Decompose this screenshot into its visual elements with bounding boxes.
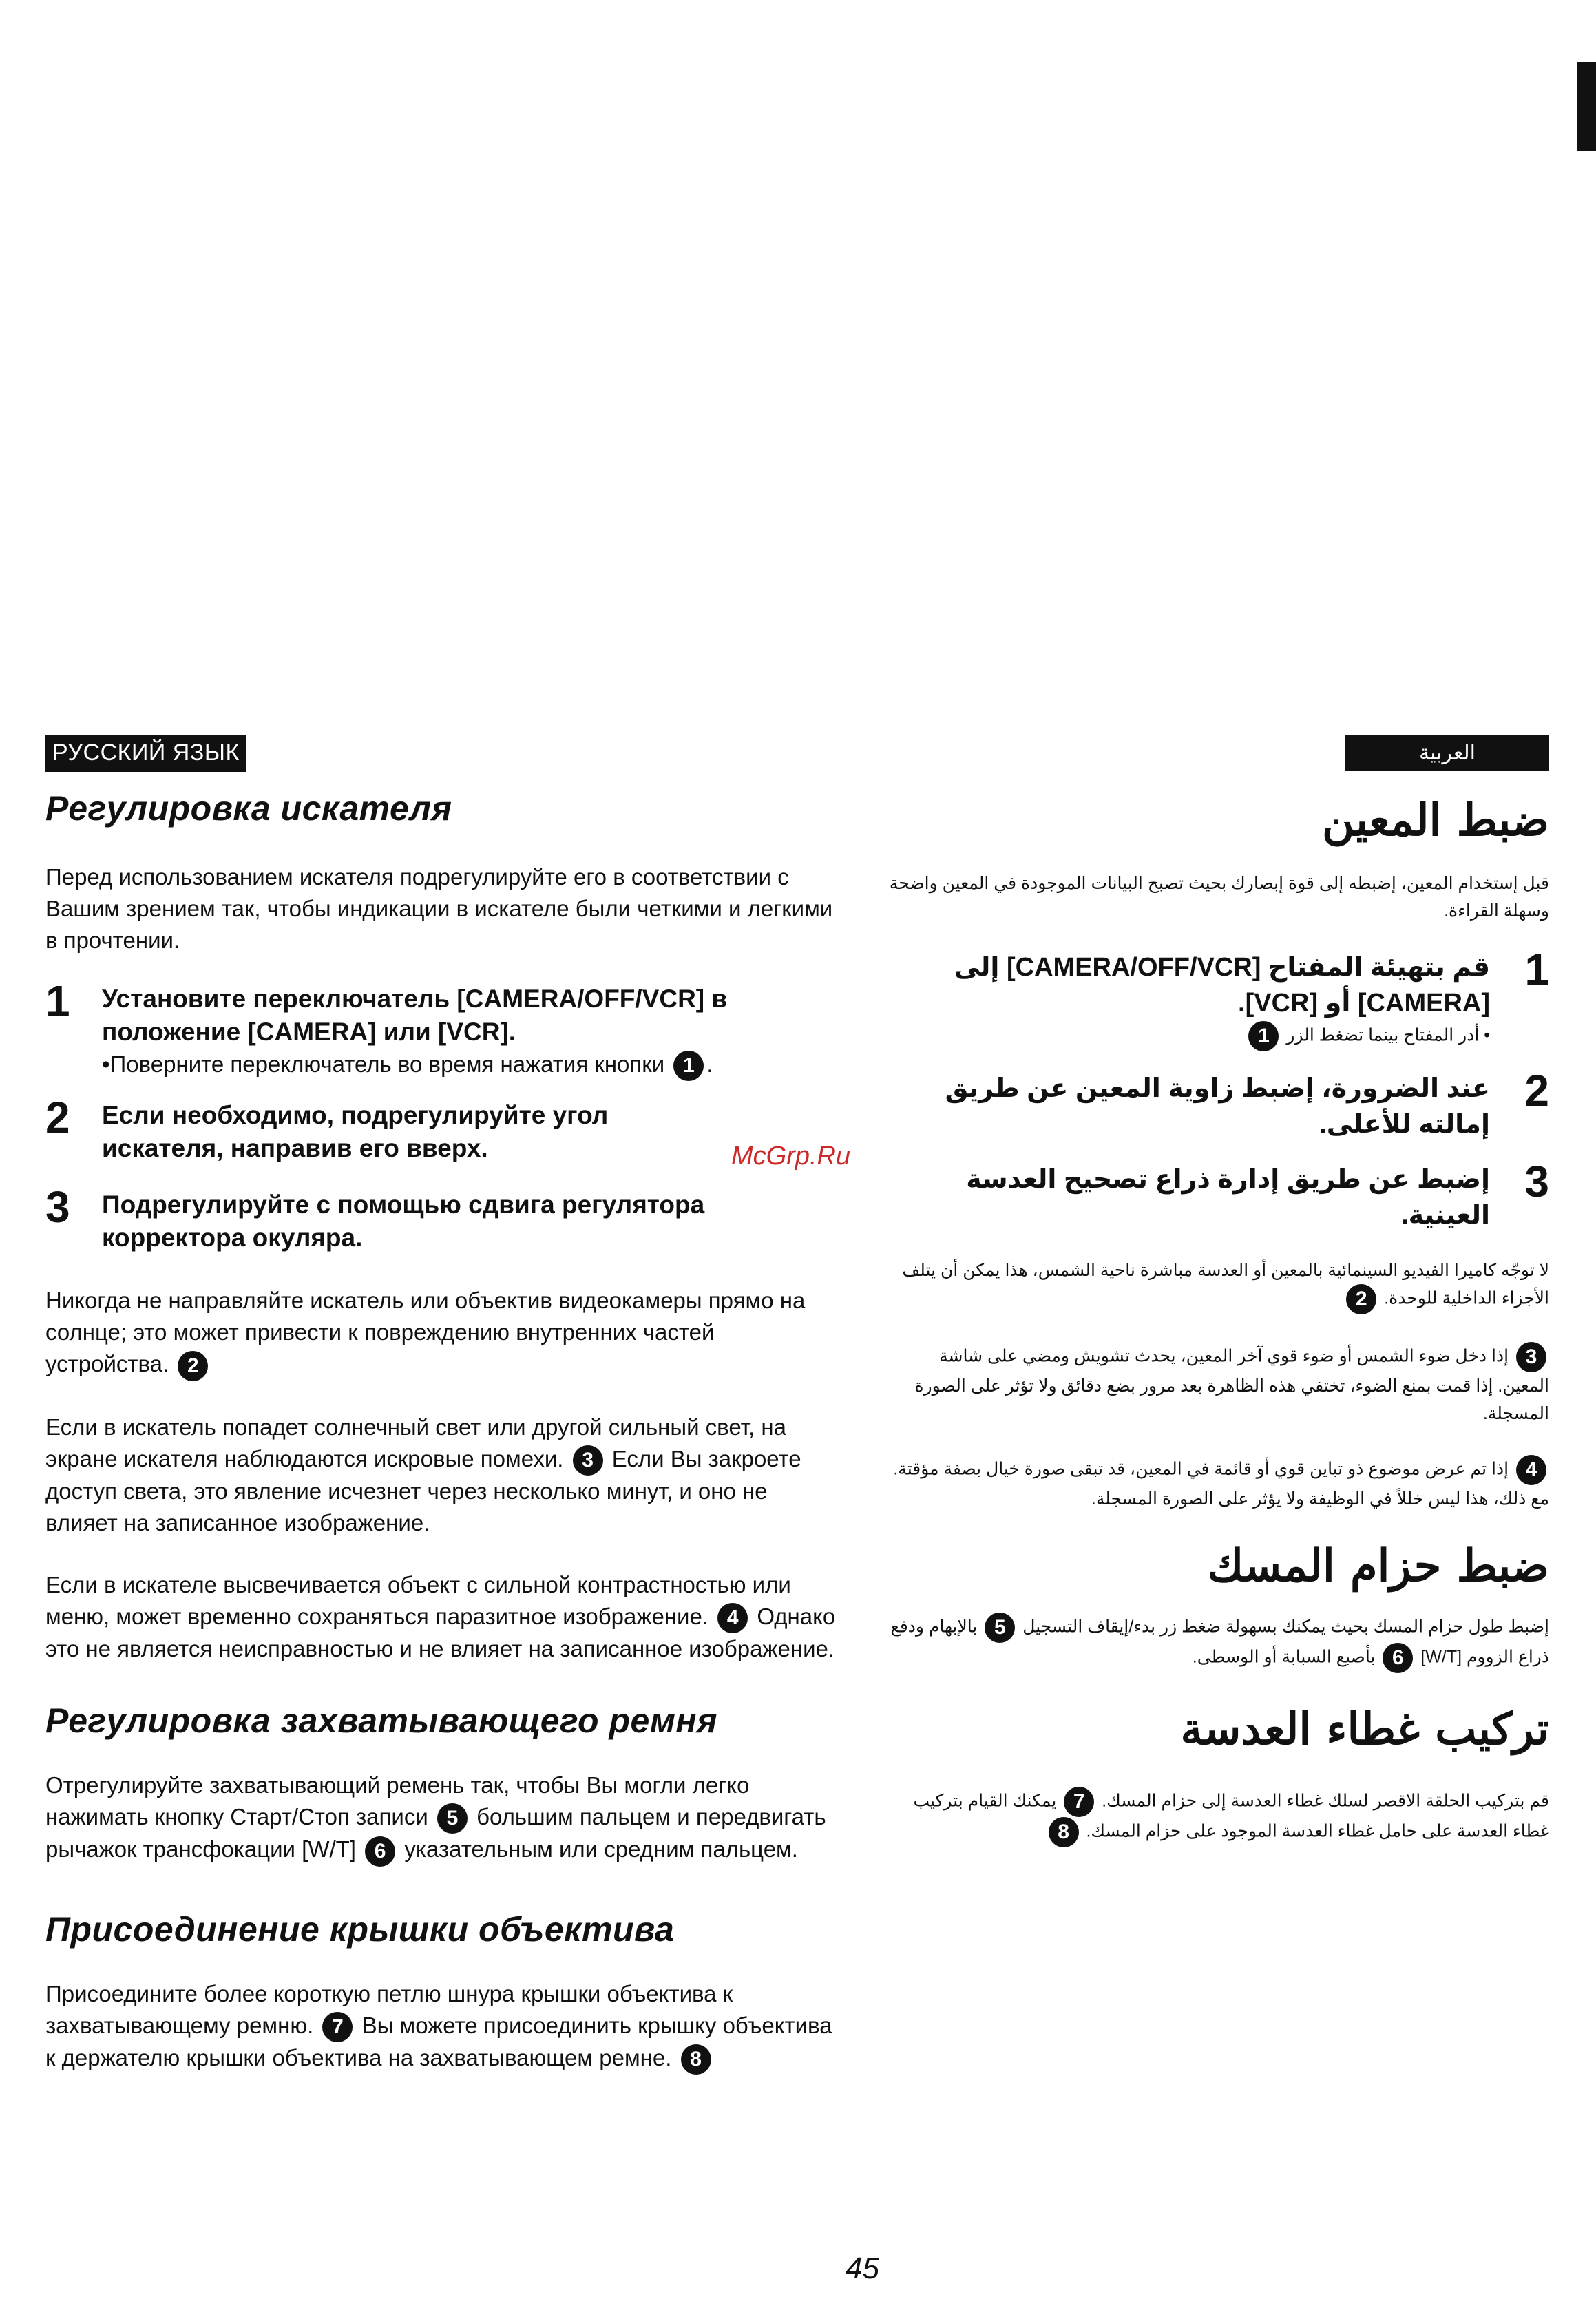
- step-bullet: •Поверните переключатель во время нажатия кнопки 1 .: [102, 1049, 837, 1081]
- arabic-column: [888, 735, 1549, 1847]
- grip-belt-title-ru: Регулировка захватывающего ремня: [45, 1701, 717, 1741]
- step-number: 1: [1524, 945, 1549, 994]
- lens-cap-text-ar: قم بتركيب الحلقة الاقصر لسلك غطاء العدسة إلى حزام المسك. 7 يمكنك القيام بتركيب غطاء العدسة على حامل غطاء العدسة الموجود على حزام المسك. 8: [888, 1787, 1549, 1847]
- callout-3-icon: 3: [1516, 1342, 1546, 1372]
- step-3-ar: [888, 1157, 1549, 1233]
- callout-6-icon: 6: [1383, 1643, 1413, 1673]
- callout-7-icon: 7: [1064, 1787, 1094, 1817]
- russian-language-label: РУССКИЙ ЯЗЫК: [45, 735, 246, 772]
- step-2-ar: [888, 1066, 1549, 1142]
- step-2-ru: [45, 1093, 837, 1165]
- callout-8-icon: 8: [1049, 1817, 1079, 1847]
- arabic-language-label: العربية: [1345, 735, 1549, 771]
- step-number: 3: [45, 1182, 70, 1232]
- note-sun-ru: Никогда не направляйте искатель или объектив видеокамеры прямо на солнце; это может привести к повреждению внутренних частей устройства. 2: [45, 1285, 837, 1381]
- lens-cap-title-ru: Присоединение крышки объектива: [45, 1909, 675, 1949]
- lens-cap-text-ru: Присоедините более короткую петлю шнура крышки объектива к захватывающему ремню. 7 Вы можете присоединить крышку объектива к держателю крышки объектива на захватывающем ремне. 8: [45, 1978, 837, 2075]
- lens-cap-title-ar: تركيب غطاء العدسة: [1180, 1703, 1549, 1755]
- step-text: قم بتهيئة المفتاح [CAMERA/OFF/VCR] إلى [CAMERA] أو [VCR].: [954, 953, 1490, 1018]
- step-text: إضبط عن طريق إدارة ذراع تصحيح العدسة العينية.: [966, 1165, 1490, 1230]
- callout-1-icon: 1: [673, 1051, 704, 1081]
- step-text: Если необходимо, подрегулируйте угол искателя, направив его вверх.: [102, 1101, 609, 1163]
- callout-6-icon: 6: [365, 1836, 395, 1867]
- step-text: عند الضرورة، إضبط زاوية المعين عن طريق إمالته للأعلى.: [945, 1074, 1490, 1139]
- viewfinder-intro-ar: قبل إستخدام المعين، إضبطه إلى قوة إبصارك بحيث تصبح البيانات الموجودة في المعين واضحة وسهلة القراءة.: [889, 874, 1549, 921]
- step-number: 3: [1524, 1157, 1549, 1206]
- step-3-ru: [45, 1182, 837, 1255]
- step-1-ar: [888, 945, 1549, 1051]
- callout-8-icon: 8: [681, 2044, 711, 2075]
- note-light-ar: 3 إذا دخل ضوء الشمس أو ضوء قوي آخر المعين، يحدث تشويش ومضي على شاشة المعين. إذا قمت بمنع الضوء، تختفي هذه الظاهرة بعد مرور بضع دقائق ولا تؤثر على الصورة المسجلة.: [888, 1342, 1549, 1427]
- callout-7-icon: 7: [322, 2012, 353, 2042]
- step-text: Подрегулируйте с помощью сдвига регулятора корректора окуляра.: [102, 1190, 705, 1252]
- step-number: 1: [45, 976, 70, 1026]
- viewfinder-title-ar: ضبط المعين: [1322, 795, 1549, 846]
- note-sun-ar: لا توجّه كاميرا الفيديو السينمائية بالمعين أو العدسة مباشرة ناحية الشمس، هذا يمكن أن يتلف الأجزاء الداخلية للوحدة. 2: [888, 1257, 1549, 1314]
- thumb-index-tab: [1577, 62, 1596, 151]
- grip-belt-text-ar: إضبط طول حزام المسك بحيث يمكنك بسهولة ضغط زر بدء/إيقاف التسجيل 5 بالإبهام ودفع ذراع الزووم [W/T] 6 بأصبع السبابة أو الوسطى.: [888, 1613, 1549, 1673]
- callout-3-icon: 3: [573, 1445, 603, 1476]
- grip-belt-text-ru: Отрегулируйте захватывающий ремень так, чтобы Вы могли легко нажимать кнопку Старт/Стоп записи 5 большим пальцем и передвигать рычажок трансфокации [W/T] 6 указательным или средним пальцем.: [45, 1770, 837, 1867]
- page-number: 45: [846, 2252, 879, 2285]
- callout-2-icon: 2: [1346, 1284, 1376, 1314]
- note-contrast-ru: Если в искателе высвечивается объект с сильной контрастностью или меню, может временно сохраняться паразитное изображение. 4 Однако это не является неисправностью и не влияет на записанное изображение.: [45, 1571, 836, 1662]
- callout-4-icon: 4: [1516, 1455, 1546, 1485]
- callout-5-icon: 5: [985, 1613, 1015, 1643]
- step-number: 2: [45, 1093, 70, 1143]
- viewfinder-intro-ru: Перед использованием искателя подрегулируйте его в соответствии с Вашим зрением так, чтобы индикации в искателе были четкими и легкими в прочтении.: [45, 864, 833, 953]
- step-1-ru: [45, 976, 837, 1081]
- step-text: Установите переключатель [CAMERA/OFF/VCR] в положение [CAMERA] или [VCR].: [102, 985, 728, 1046]
- grip-belt-title-ar: ضبط حزام المسك: [1207, 1540, 1549, 1592]
- note-contrast-ar: 4 إذا تم عرض موضوع ذو تباين قوي أو قائمة في المعين، قد تبقى صورة خيال بصفة مؤقتة. مع ذلك، هذا ليس خللاً في الوظيفة ولا يؤثر على الصورة المسجلة.: [888, 1455, 1549, 1513]
- callout-2-icon: 2: [178, 1351, 208, 1381]
- callout-1-icon: 1: [1248, 1021, 1279, 1051]
- russian-column: [45, 735, 837, 2075]
- callout-5-icon: 5: [437, 1803, 468, 1834]
- step-bullet: • أدر المفتاح بينما تضغط الزر 1: [888, 1021, 1490, 1051]
- watermark-text: McGrp.Ru: [731, 1142, 851, 1171]
- note-light-ru: Если в искатель попадет солнечный свет или другой сильный свет, на экране искателя наблюдаются искровые помехи. 3 Если Вы закроете доступ света, это явление исчезнет через несколько минут, и оно не влияет на записанное изображение.: [45, 1414, 801, 1535]
- step-number: 2: [1524, 1066, 1549, 1115]
- callout-4-icon: 4: [717, 1603, 748, 1633]
- viewfinder-title-ru: Регулировка искателя: [45, 789, 452, 828]
